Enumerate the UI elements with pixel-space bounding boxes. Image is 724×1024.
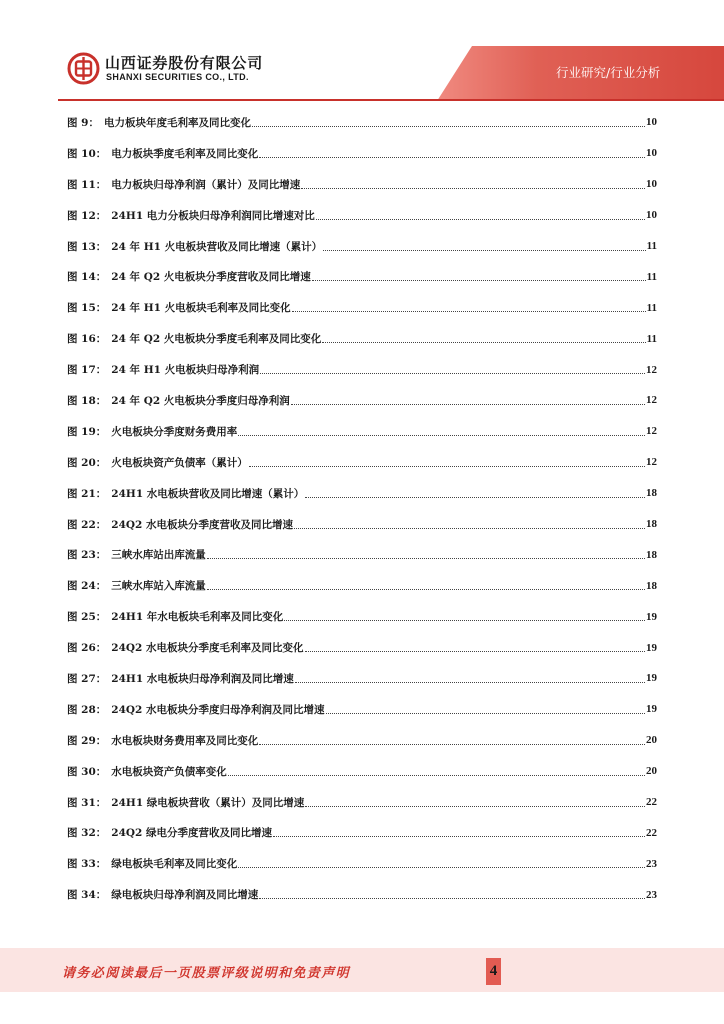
figure-label: 图 18： <box>67 394 107 407</box>
figure-page-number: 11 <box>646 270 657 283</box>
dot-leader <box>207 589 645 590</box>
figure-label: 图 29： <box>67 734 107 747</box>
figure-entry[interactable] <box>67 756 657 787</box>
figure-title: 24 年 H1 火电板块归母净利润 <box>111 364 260 377</box>
page-number: 4 <box>486 958 501 985</box>
dot-leader <box>238 435 645 436</box>
figure-title: 24 年 Q2 火电板块分季度毛利率及同比变化 <box>111 333 322 346</box>
figure-title: 火电板块分季度财务费用率 <box>111 425 238 438</box>
figure-page-number: 10 <box>646 178 657 191</box>
figure-entry[interactable] <box>67 231 657 262</box>
figure-label: 图 27： <box>67 672 107 685</box>
dot-leader <box>292 311 646 312</box>
figure-entry[interactable] <box>67 509 657 540</box>
figure-entry[interactable] <box>67 200 657 231</box>
figure-title: 绿电板块归母净利润及同比增速 <box>111 889 259 902</box>
figure-title: 24Q2 水电板块分季度归母净利润及同比增速 <box>111 703 325 716</box>
figure-page-number: 18 <box>646 487 657 500</box>
figure-title: 水电板块财务费用率及同比变化 <box>111 734 259 747</box>
figure-entry[interactable] <box>67 539 657 570</box>
figure-label: 图 30： <box>67 765 107 778</box>
figure-title: 绿电板块毛利率及同比变化 <box>111 858 238 871</box>
figure-entry[interactable] <box>67 478 657 509</box>
figure-label: 图 22： <box>67 518 107 531</box>
dot-leader <box>312 280 646 281</box>
figure-label: 图 21： <box>67 487 107 500</box>
figure-page-number: 22 <box>646 796 657 809</box>
dot-leader <box>238 867 645 868</box>
figure-title: 24H1 绿电板块营收（累计）及同比增速 <box>111 796 305 809</box>
figure-title: 电力板块季度毛利率及同比变化 <box>111 147 259 160</box>
figure-title: 24H1 年水电板块毛利率及同比变化 <box>111 611 284 624</box>
figure-entry[interactable] <box>67 817 657 848</box>
figure-label: 图 13： <box>67 240 107 253</box>
figure-label: 图 31： <box>67 796 107 809</box>
figure-entry[interactable] <box>67 632 657 663</box>
figure-entry[interactable] <box>67 787 657 818</box>
dot-leader <box>305 651 645 652</box>
figure-label: 图 19： <box>67 425 107 438</box>
footer-disclaimer: 请务必阅读最后一页股票评级说明和免责声明 <box>62 966 351 981</box>
figure-page-number: 12 <box>646 394 657 407</box>
figure-entry[interactable] <box>67 323 657 354</box>
figure-title: 24 年 H1 火电板块营收及同比增速（累计） <box>111 240 323 253</box>
dot-leader <box>326 713 645 714</box>
figure-label: 图 32： <box>67 827 107 840</box>
dot-leader <box>207 558 645 559</box>
figure-label: 图 33： <box>67 858 107 871</box>
figure-label: 图 12： <box>67 209 107 222</box>
figure-title: 火电板块资产负债率（累计） <box>111 456 248 469</box>
figure-page-number: 23 <box>646 888 657 901</box>
figure-label: 图 24： <box>67 580 107 593</box>
figure-page-number: 22 <box>646 826 657 839</box>
figure-title: 24 年 Q2 火电板块分季度营收及同比增速 <box>111 271 311 284</box>
dot-leader <box>260 373 645 374</box>
figure-title: 三峡水库站出库流量 <box>111 549 206 562</box>
figure-entry[interactable] <box>67 447 657 478</box>
figure-page-number: 19 <box>646 672 657 685</box>
dot-leader <box>273 836 645 837</box>
figure-page-number: 10 <box>646 147 657 160</box>
figure-label: 图 17： <box>67 364 107 377</box>
dot-leader <box>322 342 645 343</box>
dot-leader <box>249 466 645 467</box>
dot-leader <box>228 775 645 776</box>
figure-label: 图 26： <box>67 642 107 655</box>
figure-label: 图 11： <box>67 178 107 191</box>
dot-leader <box>294 528 645 529</box>
figure-page-number: 12 <box>646 456 657 469</box>
figure-title: 24H1 电力分板块归母净利润同比增速对比 <box>111 209 315 222</box>
figure-page-number: 20 <box>646 734 657 747</box>
figure-entry[interactable] <box>67 354 657 385</box>
figure-label: 图 23： <box>67 549 107 562</box>
figure-title: 三峡水库站入库流量 <box>111 580 206 593</box>
figure-page-number: 11 <box>646 332 657 345</box>
figure-page-number: 19 <box>646 610 657 623</box>
company-name-en: SHANXI SECURITIES CO., LTD. <box>106 72 249 82</box>
dot-leader <box>305 806 645 807</box>
figure-entry[interactable] <box>67 416 657 447</box>
figure-entry[interactable] <box>67 663 657 694</box>
figure-page-number: 18 <box>646 579 657 592</box>
figure-label: 图 20： <box>67 456 107 469</box>
dot-leader <box>305 497 645 498</box>
figure-entry[interactable] <box>67 879 657 910</box>
figure-page-number: 11 <box>646 240 657 252</box>
company-logo <box>67 52 100 85</box>
dot-leader <box>316 219 645 220</box>
figure-title: 24H1 水电板块归母净利润及同比增速 <box>111 672 294 685</box>
figure-entry[interactable] <box>67 292 657 323</box>
figure-page-number: 20 <box>646 765 657 778</box>
figure-label: 图 25： <box>67 611 107 624</box>
figure-label: 图 15： <box>67 302 107 315</box>
figure-title: 水电板块资产负债率变化 <box>111 765 227 778</box>
figure-entry[interactable] <box>67 725 657 756</box>
figure-page-number: 18 <box>646 548 657 561</box>
figure-label: 图 34： <box>67 889 107 902</box>
dot-leader <box>323 250 646 251</box>
figure-title: 24 年 H1 火电板块毛利率及同比变化 <box>111 302 291 315</box>
dot-leader <box>295 682 645 683</box>
figure-entry[interactable] <box>67 138 657 169</box>
figure-entry[interactable] <box>67 261 657 292</box>
figure-entry[interactable] <box>67 107 657 138</box>
dot-leader <box>301 188 645 189</box>
figure-page-number: 19 <box>646 703 657 716</box>
figure-page-number: 19 <box>646 641 657 654</box>
figure-entry[interactable] <box>67 694 657 725</box>
dot-leader <box>291 404 645 405</box>
figure-title: 24Q2 水电板块分季度毛利率及同比变化 <box>111 642 304 655</box>
figure-page-number: 10 <box>646 116 657 129</box>
figure-label: 图 28： <box>67 703 107 716</box>
figure-entry[interactable] <box>67 848 657 879</box>
dot-leader <box>259 898 645 899</box>
dot-leader <box>259 157 645 158</box>
figure-label: 图 10： <box>67 147 107 160</box>
header-divider <box>58 99 724 101</box>
figure-title: 24Q2 绿电分季度营收及同比增速 <box>111 827 273 840</box>
figure-label: 图 14： <box>67 271 107 284</box>
figure-title: 电力板块归母净利润（累计）及同比增速 <box>111 178 301 191</box>
report-category: 行业研究/行业分析 <box>556 65 661 80</box>
dot-leader <box>252 126 645 127</box>
figure-label: 图 9： <box>67 116 99 129</box>
dot-leader <box>284 620 645 621</box>
figure-title: 24Q2 水电板块分季度营收及同比增速 <box>111 518 294 531</box>
figure-page-number: 10 <box>646 209 657 222</box>
figure-title: 24H1 水电板块营收及同比增速（累计） <box>111 487 305 500</box>
figure-title: 24 年 Q2 火电板块分季度归母净利润 <box>111 394 290 407</box>
company-name-cn: 山西证券股份有限公司 <box>105 54 264 72</box>
figure-title: 电力板块年度毛利率及同比变化 <box>103 116 251 129</box>
figure-entry[interactable] <box>67 601 657 632</box>
figure-page-number: 12 <box>646 425 657 438</box>
figure-page-number: 12 <box>646 363 657 376</box>
figure-entry[interactable] <box>67 570 657 601</box>
figure-page-number: 23 <box>646 857 657 870</box>
figure-page-number: 11 <box>646 301 657 314</box>
dot-leader <box>259 744 645 745</box>
figure-page-number: 18 <box>646 518 657 531</box>
figure-list <box>67 107 657 910</box>
figure-entry[interactable] <box>67 169 657 200</box>
figure-entry[interactable] <box>67 385 657 416</box>
figure-label: 图 16： <box>67 333 107 346</box>
